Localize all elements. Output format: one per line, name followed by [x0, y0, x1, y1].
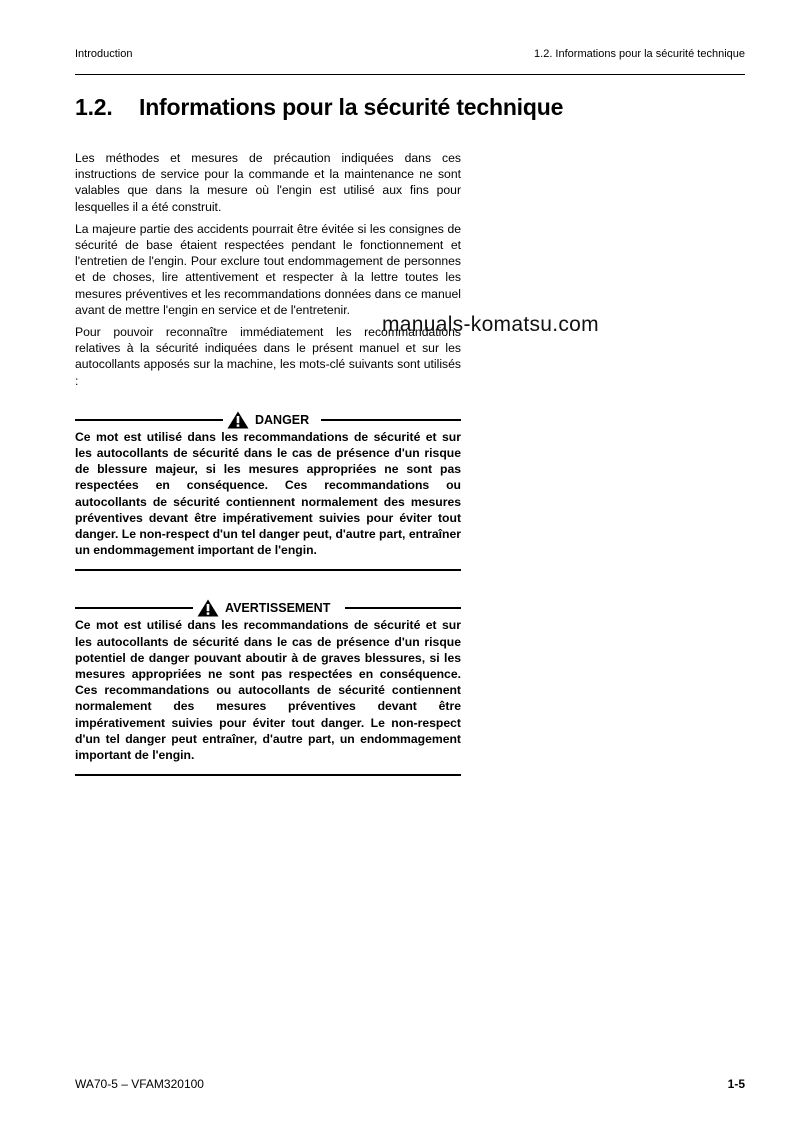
warning-bottom-rule — [75, 774, 461, 776]
warning-label-group — [197, 599, 330, 617]
watermark: manuals-komatsu.com — [382, 313, 599, 336]
section-title: Informations pour la sécurité technique — [139, 94, 564, 120]
warning-label: AVERTISSEMENT — [225, 601, 331, 616]
warning-text: Ce mot est utilisé dans les recommandations de sécurité et sur les autocollants de sécurité dans le cas de présence d'un risque potentiel de danger pouvant aboutir à de graves blessures, si les mesures appropriées ne sont pas respectées en conséquence. Ces recommandations ou autocollants de sécurité contiennent normalement des mesures préventives devant être impérativement suivies pour éviter tout danger. Le non-respect d'un tel danger peut entraîner, d'autre part, un endommagement important de l'engin. — [75, 618, 461, 763]
running-header-right: 1.2. Informations pour la sécurité technique — [534, 48, 745, 60]
warning-notice — [75, 599, 461, 776]
section-number: 1.2. — [75, 94, 113, 120]
danger-bottom-rule — [75, 569, 461, 571]
intro-paragraph-3: Pour pouvoir reconnaître immédiatement les recommandations relatives à la sécurité indiquées dans le présent manuel et sur les autocollants apposés sur la machine, les mots-clé suivants sont utilisés : — [75, 325, 461, 388]
header-divider — [75, 74, 745, 75]
danger-text: Ce mot est utilisé dans les recommandations de sécurité et sur les autocollants de sécurité dans le cas de présence d'un risque de blessure majeur, si les mesures appropriées ne sont pas respectées en conséquence. Ces recommandations ou autocollants de sécurité contiennent normalement des mesures préventives devant être impérativement suivies pour éviter tout danger. Le non-respect d'un tel danger peut, d'autre part, entraîner un endommagement important de l'engin. — [75, 429, 461, 558]
warning-rule-right — [345, 607, 461, 609]
warning-triangle-icon — [227, 411, 249, 429]
danger-label-group — [227, 411, 309, 429]
intro-paragraph-2: La majeure partie des accidents pourrait être évitée si les consignes de sécurité de base étaient respectées pendant le fonctionnement et l'entretien de l'engin. Pour exclure tout endommagement de personnes et de choses, lire attentivement et respecter à la lettre toutes les mesures préventives et les recommandations données dans ce manuel avant de mettre l'engin en service et de l'entretenir. — [75, 221, 461, 317]
footer-document-id: WA70-5 – VFAM320100 — [75, 1077, 204, 1091]
warning-notice-header — [75, 599, 461, 615]
danger-notice — [75, 411, 461, 572]
danger-rule-left — [75, 419, 223, 421]
warning-rule-left — [75, 607, 193, 609]
danger-label: DANGER — [255, 412, 310, 427]
section-heading — [75, 94, 755, 121]
danger-notice-header — [75, 411, 461, 427]
danger-rule-right — [321, 419, 461, 421]
footer-page-number: 1-5 — [727, 1077, 745, 1091]
intro-paragraph-1: Les méthodes et mesures de précaution indiquées dans ces instructions de service pour la commande et la maintenance ne sont valables que dans la mesure où l'engin est utilisé aux fins pour lesquelles il a été construit. — [75, 151, 461, 214]
warning-triangle-icon — [197, 599, 219, 617]
running-header-left: Introduction — [75, 48, 133, 60]
content-column — [75, 150, 461, 776]
